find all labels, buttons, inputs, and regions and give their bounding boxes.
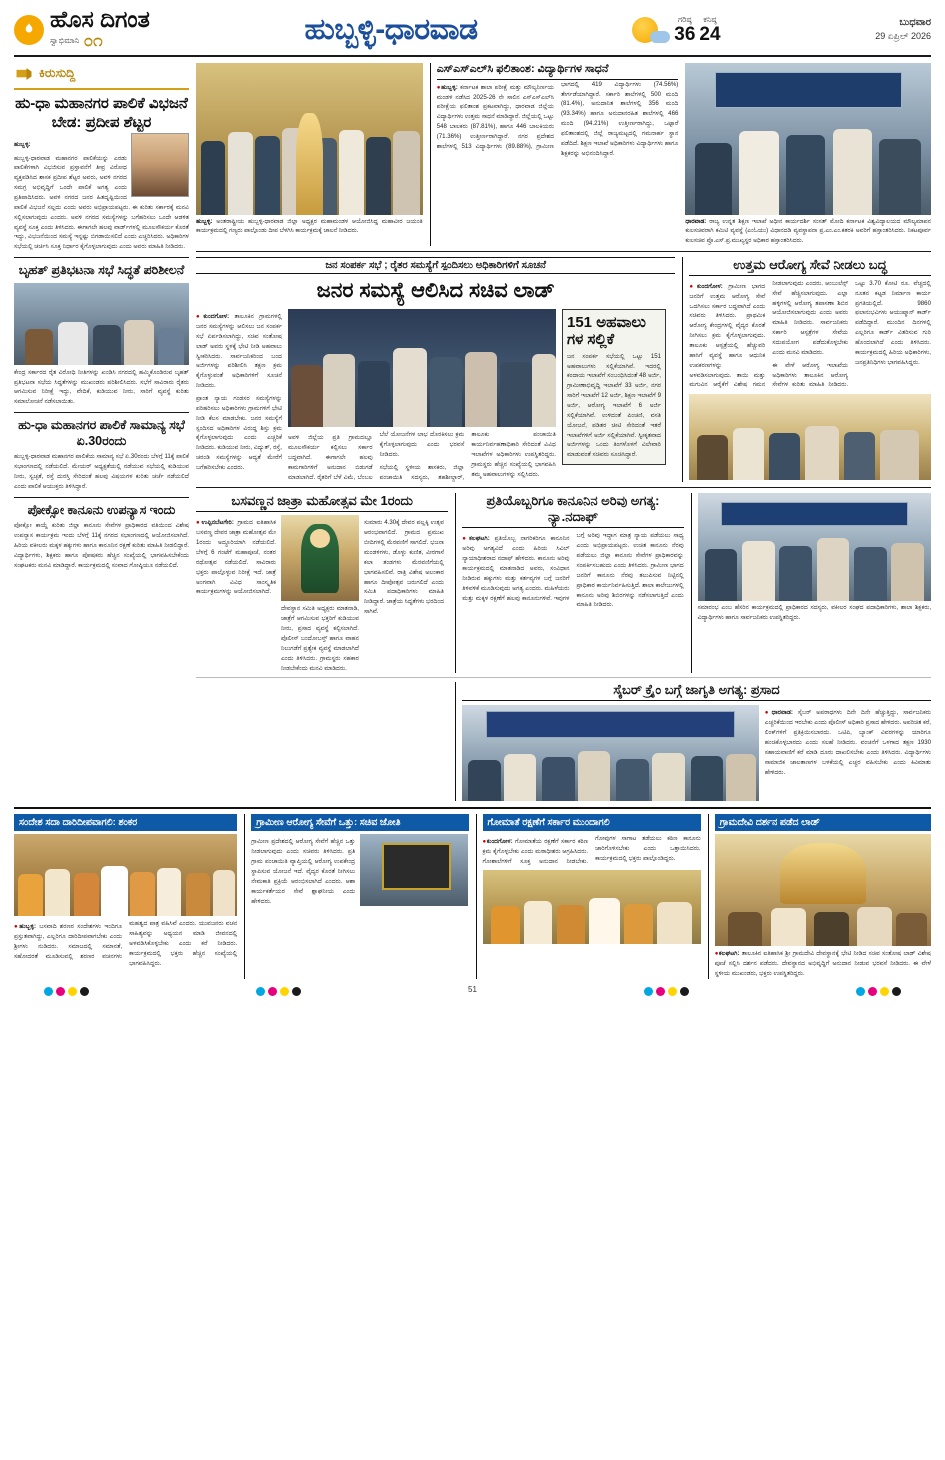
max-temp-label: ಗರಿಷ್ಠ	[677, 15, 692, 24]
date: 29 ಏಪ್ರಿಲ್ 2026	[875, 31, 931, 42]
cmyk-dots-right2	[856, 987, 901, 996]
max-temp	[674, 15, 695, 44]
health-event-photo	[689, 394, 931, 480]
gomata-event-photo	[483, 870, 701, 944]
bottom-story-2-text: ಗ್ರಾಮೀಣ ಪ್ರದೇಶದಲ್ಲಿ ಆರೋಗ್ಯ ಸೇವೆಗೆ ಹೆಚ್ಚಿನ ಒತ್ತು ನೀಡಲಾಗುವುದು ಎಂದು ಸಚಿವರು ತಿಳಿಸಿದರು. ಪ್ರತಿ ಗ್ರಾಮ ಪಂಚಾಯಿತಿ ವ್ಯಾಪ್ತಿಯಲ್ಲಿ ಆರೋಗ್ಯ ಉಪಕೇಂದ್ರ ಸ್ಥಾಪಿಸುವ ಯೋಜನೆ ಇದೆ. ವೈದ್ಯರ ಕೊರತೆ ನೀಗಿಸಲು ನೇಮಕಾತಿ ಪ್ರಕ್ರಿಯೆ ಆರಂಭಿಸಲಾಗಿದೆ ಎಂದರು. ಆಶಾ ಕಾರ್ಯಕರ್ತೆಯರ ಸೇವೆ ಶ್ಲಾಘನೀಯ ಎಂದು ಹೇಳಿದರು.	[251, 838, 356, 905]
date-block	[875, 15, 931, 44]
law-text: ಪ್ರತಿಯೊಬ್ಬ ನಾಗರಿಕರಿಗೂ ಕಾನೂನಿನ ಅರಿವು ಅಗತ್ಯವಿದೆ ಎಂದು ಹಿರಿಯ ಸಿವಿಲ್ ನ್ಯಾಯಾಧೀಶರಾದ ನದಾಫ್ ಹೇಳಿದರು. ಕಾನೂನು ಅರಿವು ಕಾರ್ಯಕ್ರಮದಲ್ಲಿ ಮಾತನಾಡಿದ ಅವರು, ಸಂವಿಧಾನ ನೀಡಿರುವ ಹಕ್ಕುಗಳು ಮತ್ತು ಕರ್ತವ್ಯಗಳ ಬಗ್ಗೆ ಜನರಿಗೆ ತಿಳಿವಳಿಕೆ ಮೂಡಿಸುವುದು ಅಗತ್ಯ ಎಂದರು. ಮಹಿಳೆಯರು ಮತ್ತು ಮಕ್ಕಳ ರಕ್ಷಣೆಗೆ ಹಲವು ಕಾನೂನುಗಳಿವೆ. ಇವುಗಳ ಬಗ್ಗೆ ಅರಿವು ಇದ್ದಾಗ ಮಾತ್ರ ನ್ಯಾಯ ಪಡೆಯಲು ಸಾಧ್ಯ ಎಂದು ಅಭಿಪ್ರಾಯಪಟ್ಟರು. ಉಚಿತ ಕಾನೂನು ನೆರವು ಪಡೆಯಲು ಜಿಲ್ಲಾ ಕಾನೂನು ಸೇವೆಗಳ ಪ್ರಾಧಿಕಾರವನ್ನು ಸಂಪರ್ಕಿಸಬಹುದು ಎಂದು ತಿಳಿಸಿದರು. ಗ್ರಾಮೀಣ ಭಾಗದ ಜನರಿಗೆ ಕಾನೂನು ನೆರವು ತಲುಪಿಸುವ ನಿಟ್ಟಿನಲ್ಲಿ ಪ್ರಾಧಿಕಾರ ಕಾರ್ಯನಿರ್ವಹಿಸುತ್ತಿದೆ. ಶಾಲಾ ಕಾಲೇಜುಗಳಲ್ಲಿ ಕಾನೂನು ಅರಿವು ಶಿಬಿರಗಳನ್ನು ನಡೆಸಲಾಗುತ್ತಿದೆ ಎಂದು ಮಾಹಿತಿ ನೀಡಿದರು.	[462, 532, 684, 609]
lead-text3: ಅವಳಿ ಜಿಲ್ಲೆಯ ಪ್ರತಿ ಗ್ರಾಮದಲ್ಲೂ ಮೂಲಸೌಕರ್ಯ ಕಲ್ಪಿಸಲು ಸರ್ಕಾರ ಬದ್ಧವಾಗಿದೆ. ಈಗಾಗಲೇ ಹಲವು ಕಾಮಗಾರಿಗಳಿಗೆ ಅನುದಾನ ಬಿಡುಗಡೆ ಮಾಡಲಾಗಿದೆ. ರೈತರಿಗೆ ಬೆಳೆ ವಿಮೆ, ಬೆಂಬಲ ಬೆಲೆ ಯೋಜನೆಗಳ ಲಾಭ ದೊರಕಿಸಲು ಕ್ರಮ ಕೈಗೊಳ್ಳಲಾಗುವುದು ಎಂದು ಭರವಸೆ ನೀಡಿದರು.	[288, 431, 465, 481]
bottom-story-1: ಸಂದೇಶ ಸದಾ ದಾರಿದೀಪವಾಗಲಿ: ಶಂಕರ ●ಹುಬ್ಬಳ್ಳಿ: ಬಸವಾದಿ ಶರಣರ ಸಂದೇಶಗಳು ಇಂದಿಗೂ ಪ್ರಸ್ತುತವಾಗಿದ್ದು, ಎಲ್ಲರಿಗೂ ದಾರಿದೀಪವಾಗಬೇಕು ಎಂದು ಶ್ರೀಗಳು ನುಡಿದರು. ಸಮಾಜದಲ್ಲಿ ಸಮಾನತೆ, ಸಹೋದರತೆ ಮೂಡಿಸುವಲ್ಲಿ ಶರಣರ ವಚನಗಳು ಮಹತ್ವದ ಪಾತ್ರ ವಹಿಸಿವೆ ಎಂದರು. ಯುವಜನರು ವಚನ ಸಾಹಿತ್ಯವನ್ನು ಅಧ್ಯಯನ ಮಾಡಿ ಜೀವನದಲ್ಲಿ ಅಳವಡಿಸಿಕೊಳ್ಳಬೇಕು ಎಂದು ಕರೆ ನೀಡಿದರು. ಕಾರ್ಯಕ್ರಮದಲ್ಲಿ ಭಕ್ತರು ಹೆಚ್ಚಿನ ಸಂಖ್ಯೆಯಲ್ಲಿ ಭಾಗವಹಿಸಿದ್ದರು.	[14, 814, 237, 979]
page-number: 51	[468, 985, 477, 995]
min-temp-label: ಕನಿಷ್ಠ	[703, 15, 717, 24]
lead-dateline: ಕುಂದಗೋಳ:	[203, 313, 230, 321]
cyber-title: ಸೈಬರ್ ಕ್ರೈಂ ಬಗ್ಗೆ ಜಾಗೃತಿ ಅಗತ್ಯ: ಪ್ರಸಾದ	[462, 682, 931, 701]
top-photo2-caption-lead: ಧಾರವಾಡ:	[685, 219, 707, 225]
lead-story: ಜನ ಸಂಪರ್ಕ ಸಭೆ ; ರೈತರ ಸಮಸ್ಯೆಗೆ ಸ್ಪಂದಿಸಲು ಅಧಿಕಾರಿಗಳಿಗೆ ಸೂಚನೆ ಜನರ ಸಮಸ್ಯೆ ಆಲಿಸಿದ ಸಚಿವ ಲಾಡ್ ●ಕುಂದಗೋಳ: ತಾಲೂಕಿನ ಗ್ರಾಮಗಳಲ್ಲಿ ಜನರ ಸಮಸ್ಯೆಗಳನ್ನು ಆಲಿಸಲು ಜನ ಸಂಪರ್ಕ ಸಭೆ ಏರ್ಪಡಿಸಲಾಗಿದ್ದು, ಸಚಿವ ಸಂತೋಷ ಲಾಡ್ ಅವರು ಸ್ಥಳಕ್ಕೆ ಭೇಟಿ ನೀಡಿ ಅಹವಾಲು ಸ್ವೀಕರಿಸಿದರು. ಸಾರ್ವಜನಿಕರಿಂದ ಬಂದ ಅರ್ಜಿಗಳನ್ನು ಪರಿಶೀಲಿಸಿ ತಕ್ಷಣ ಕ್ರಮ ಕೈಗೊಳ್ಳುವಂತೆ ಅಧಿಕಾರಿಗಳಿಗೆ ಸೂಚನೆ ನೀಡಿದರು. ಪ್ರಾಂತ ನ್ಯಾಯ ಗಂಡಸರ ಸಮಸ್ಯೆಗಳನ್ನು ಪರಿಹರಿಸಲು ಅಧಿಕಾರಿಗಳು ಗ್ರಾಮಗಳಿಗೆ ಭೇಟಿ ನೀಡಿ ಕೆಲಸ ಮಾಡಬೇಕು. ಜನರ ಸಮಸ್ಯೆಗೆ ಸ್ಪಂದಿಸದ ಅಧಿಕಾರಿಗಳ ವಿರುದ್ಧ ಶಿಸ್ತು ಕ್ರಮ ಕೈಗೊಳ್ಳಲಾಗುವುದು ಎಂದು ಎಚ್ಚರಿಕೆ ನೀಡಿದರು. ಕುಡಿಯುವ ನೀರು, ವಿದ್ಯುತ್, ರಸ್ತೆ, ಚರಂಡಿ ಸಮಸ್ಯೆಗಳನ್ನು ಆದ್ಯತೆ ಮೇರೆಗೆ ಬಗೆಹರಿಸಬೇಕು ಎಂದರು. ಅವಳಿ ಜಿಲ್ಲೆಯ ಪ್ರತಿ ಗ್ರಾಮದಲ್ಲೂ ಮೂಲಸೌಕರ್ಯ ಕಲ್ಪಿಸಲು ಸರ್ಕಾರ ಬದ್ಧವಾಗಿದೆ. ಈಗಾಗಲೇ ಹಲವು ಕಾಮಗಾರಿಗಳಿಗೆ ಅನುದಾನ ಬಿಡುಗಡೆ ಮಾಡಲಾಗಿದೆ. ರೈತರಿಗೆ ಬೆಳೆ ವಿಮೆ, ಬೆಂಬಲ ಬೆಲೆ ಯೋಜನೆಗಳ ಲಾಭ ದೊರಕಿಸಲು ಕ್ರಮ ಕೈಗೊಳ್ಳಲಾಗುವುದು ಎಂದು ಭರವಸೆ ನೀಡಿದರು. ಸಭೆಯಲ್ಲಿ ಸ್ಥಳೀಯ ಶಾಸಕರು, ಜಿಲ್ಲಾ ಪಂಚಾಯಿತಿ ಸದಸ್ಯರು, ತಹಶೀಲ್ದಾರ್, ತಾಲೂಕು ಪಂಚಾಯಿತಿ ಕಾರ್ಯನಿರ್ವಹಣಾಧಿಕಾರಿ ಸೇರಿದಂತೆ ವಿವಿಧ ಇಲಾಖೆಗಳ ಅಧಿಕಾರಿಗಳು ಉಪಸ್ಥಿತರಿದ್ದರು. ಗ್ರಾಮಸ್ಥರು ಹೆಚ್ಚಿನ ಸಂಖ್ಯೆಯಲ್ಲಿ ಭಾಗವಹಿಸಿ ತಮ್ಮ ಅಹವಾಲುಗಳನ್ನು ಸಲ್ಲಿಸಿದರು. 151 ಅಹವಾಲು ಗಳ ಸಲ್ಲಿಕೆ ಜನ ಸಂಪರ್ಕ ಸಭೆಯಲ್ಲಿ ಒಟ್ಟು 151 ಅಹವಾಲುಗಳು ಸಲ್ಲಿಕೆಯಾಗಿವೆ. ಇದರಲ್ಲಿ ಕಂದಾಯ ಇಲಾಖೆಗೆ ಸಂಬಂಧಿಸಿದಂತೆ 48 ಅರ್ಜಿ, ಗ್ರಾಮೀಣಾಭಿವೃದ್ಧಿ ಇಲಾಖೆಗೆ 33 ಅರ್ಜಿ, ನಗರ ಸಾರಿಗೆ ಇಲಾಖೆಗೆ 12 ಅರ್ಜಿ, ಶಿಕ್ಷಣ ಇಲಾಖೆಗೆ 9 ಅರ್ಜಿ, ಆರೋಗ್ಯ ಇಲಾಖೆಗೆ 6 ಅರ್ಜಿ ಸಲ್ಲಿಕೆಯಾಗಿವೆ. ಉಳಿದಂತೆ ಪಿಂಚಣಿ, ವಸತಿ ಯೋಜನೆ, ಪಡಿತರ ಚೀಟಿ ಸೇರಿದಂತೆ ಇತರೆ ಇಲಾಖೆಗಳಿಗೆ ಅರ್ಜಿ ಸಲ್ಲಿಕೆಯಾಗಿವೆ. ಸ್ವೀಕೃತವಾದ ಅರ್ಜಿಗಳನ್ನು ಒಂದು ತಿಂಗಳೊಳಗೆ ವಿಲೇವಾರಿ ಮಾಡುವಂತೆ ಸಚಿವರು ಸೂಚಿಸಿದ್ದಾರೆ.	[196, 257, 675, 483]
top-photo1-block	[196, 63, 423, 246]
rural-health-photo	[360, 834, 468, 906]
cyber-story: ಸೈಬರ್ ಕ್ರೈಂ ಬಗ್ಗೆ ಜಾಗೃತಿ ಅಗತ್ಯ: ಪ್ರಸಾದ ●ಧಾರವಾಡ: ಸೈಬರ್ ಅಪರಾಧಗಳು ದಿನೇ ದಿನೇ ಹೆಚ್ಚುತ್ತಿದ್ದು, ಸಾರ್ವಜನಿಕರು ಎಚ್ಚರಿಕೆಯಿಂದ ಇರಬೇಕು ಎಂದು ಪೊಲೀಸ್ ಅಧಿಕಾರಿ ಪ್ರಸಾದ ಹೇಳಿದರು. ಅಪರಿಚಿತ ಕರೆ, ಲಿಂಕ್‌ಗಳಿಗೆ ಪ್ರತಿಕ್ರಿಯಿಸಬಾರದು. ಒಟಿಪಿ, ಬ್ಯಾಂಕ್ ವಿವರಗಳನ್ನು ಯಾರಿಗೂ ಹಂಚಿಕೊಳ್ಳಬಾರದು ಎಂದು ಸಲಹೆ ನೀಡಿದರು. ವಂಚನೆಗೆ ಒಳಗಾದ ತಕ್ಷಣ 1930 ಸಹಾಯವಾಣಿಗೆ ಕರೆ ಮಾಡಿ ದೂರು ದಾಖಲಿಸಬೇಕು ಎಂದು ತಿಳಿಸಿದರು. ವಿದ್ಯಾರ್ಥಿಗಳು ಸಾಮಾಜಿಕ ಜಾಲತಾಣಗಳ ಬಳಕೆಯಲ್ಲಿ ಎಚ್ಚರ ವಹಿಸಬೇಕು ಎಂದು ಕಿವಿಮಾತು ಹೇಳಿದರು.	[455, 682, 931, 801]
cmyk-dots-center	[256, 987, 301, 996]
sidebar-story2-headline: ಬೃಹತ್ ಪ್ರತಿಭಟನಾ ಸಭೆ ಸಿದ್ಧತೆ ಪರಿಶೀಲನೆ	[18, 263, 185, 278]
festival-dateline: ಉಪ್ಪಿನಬೆಟಗೇರಿ:	[201, 519, 234, 527]
cyber-row	[196, 682, 931, 801]
bottom-story-4-text: ತಾಲೂಕಿನ ಐತಿಹಾಸಿಕ ಶ್ರೀ ಗ್ರಾಮದೇವಿ ದೇವಸ್ಥಾನಕ್ಕೆ ಭೇಟಿ ನೀಡಿದ ಸಚಿವ ಸಂತೋಷ ಲಾಡ್ ವಿಶೇಷ ಪೂಜೆ ಸಲ್ಲಿಸಿ ದರ್ಶನ ಪಡೆದರು. ದೇವಸ್ಥಾನದ ಅಭಿವೃದ್ಧಿಗೆ ಅನುದಾನ ನೀಡುವ ಭರವಸೆ ನೀಡಿದರು. ಈ ವೇಳೆ ಸ್ಥಳೀಯ ಮುಖಂಡರು, ಭಕ್ತರು ಉಪಸ್ಥಿತರಿದ್ದರು.	[714, 950, 932, 978]
sidebar-story3-text: ಹುಬ್ಬಳ್ಳಿ-ಧಾರವಾಡ ಮಹಾನಗರ ಪಾಲಿಕೆಯ ಸಾಮಾನ್ಯ ಸಭೆ ಏ.30ರಂದು ಬೆಳಗ್ಗೆ 11ಕ್ಕೆ ಪಾಲಿಕೆ ಸಭಾಂಗಣದಲ್ಲಿ ನಡೆಯಲಿದೆ. ಮೇಯರ್ ಅಧ್ಯಕ್ಷತೆಯಲ್ಲಿ ನಡೆಯುವ ಸಭೆಯಲ್ಲಿ ಕುಡಿಯುವ ನೀರು, ಸ್ವಚ್ಛತೆ, ರಸ್ತೆ ದುರಸ್ತಿ ಸೇರಿದಂತೆ ಹಲವು ವಿಷಯಗಳ ಕುರಿತು ಚರ್ಚೆ ನಡೆಯಲಿದೆ ಎಂದು ಪಾಲಿಕೆ ಆಯುಕ್ತರು ತಿಳಿಸಿದ್ದಾರೆ.	[14, 453, 189, 490]
sidebar-story1-text: ಹುಬ್ಬಳ್ಳಿ-ಧಾರವಾಡ ಮಹಾನಗರ ಪಾಲಿಕೆಯನ್ನು ಎರಡು ಪಾಲಿಕೆಗಳಾಗಿ ವಿಭಜಿಸುವ ಪ್ರಸ್ತಾವನೆಗೆ ತೀವ್ರ ವಿರೋಧ ವ್ಯಕ್ತಪಡಿಸಿದ ಶಾಸಕ ಪ್ರದೀಪ ಶೆಟ್ಟರ ಅವರು, ಅವಳಿ ನಗರದ ಸಮಗ್ರ ಅಭಿವೃದ್ಧಿಗೆ ಒಂದೇ ಪಾಲಿಕೆ ಅಗತ್ಯ ಎಂದು ಪ್ರತಿಪಾದಿಸಿದರು. ಅವಳಿ ನಗರದ ಜನರ ಹಿತದೃಷ್ಟಿಯಿಂದ ಪಾಲಿಕೆ ವಿಭಜನೆ ಸಲ್ಲದು ಎಂದು ಅವರು ಅಭಿಪ್ರಾಯಪಟ್ಟರು. ಈ ಕುರಿತು ಸರ್ಕಾರಕ್ಕೆ ಮನವಿ ಸಲ್ಲಿಸಲಾಗುವುದು ಎಂದರು. ಅವಳಿ ನಗರದ ಸಮಸ್ಯೆಗಳನ್ನು ಬಗೆಹರಿಸಲು ಒಂದೇ ಆಡಳಿತ ವ್ಯವಸ್ಥೆ ಸೂಕ್ತ ಎಂದು ತಿಳಿಸಿದರು. ಈಗಾಗಲೇ ಹಲವು ವಾರ್ಡ್‌ಗಳಲ್ಲಿ ಮೂಲಸೌಕರ್ಯ ಕೊರತೆ ಇದ್ದು, ವಿಭಜನೆಯಿಂದ ಸಮಸ್ಯೆ ಇನ್ನಷ್ಟು ಬಿಗಡಾಯಿಸಲಿದೆ ಎಂದು ಎಚ್ಚರಿಸಿದರು. ಅಧಿಕಾರಿಗಳ ಸಭೆಯಲ್ಲಿ ಚರ್ಚಿಸಿ ಸೂಕ್ತ ನಿರ್ಧಾರ ಕೈಗೊಳ್ಳಲಾಗುವುದು ಎಂದು ಅವರು ಮಾಹಿತಿ ನೀಡಿದರು.	[14, 154, 189, 251]
top-photo2-block	[685, 63, 931, 246]
main-column	[196, 63, 931, 801]
lamp-icon	[14, 15, 44, 45]
bottom-story-1-title: ಸಂದೇಶ ಸದಾ ದಾರಿದೀಪವಾಗಲಿ: ಶಂಕರ	[14, 814, 237, 831]
sidebar-story3-headline: ಹು-ಧಾ ಮಹಾನಗರ ಪಾಲಿಕೆ ಸಾಮಾನ್ಯ ಸಭೆ ಏ.30ರಂದು	[18, 418, 185, 448]
min-temp-value: 24	[699, 24, 721, 45]
lead-headline: ಜನರ ಸಮಸ್ಯೆ ಆಲಿಸಿದ ಸಚಿವ ಲಾಡ್	[316, 278, 555, 302]
sidebar-story2-text: ಕೇಂದ್ರ ಸರ್ಕಾರದ ರೈತ ವಿರೋಧಿ ನೀತಿಗಳನ್ನು ಖಂಡಿಸಿ ನಗರದಲ್ಲಿ ಹಮ್ಮಿಕೊಂಡಿರುವ ಬೃಹತ್ ಪ್ರತಿಭಟನಾ ಸಭೆಯ ಸಿದ್ಧತೆಗಳನ್ನು ಮುಖಂಡರು ಪರಿಶೀಲಿಸಿದರು. ಸಭೆಗೆ ಸಾವಿರಾರು ರೈತರು ಆಗಮಿಸುವ ನಿರೀಕ್ಷೆ ಇದ್ದು, ವೇದಿಕೆ, ಕುಡಿಯುವ ನೀರು, ಸಾರಿಗೆ ವ್ಯವಸ್ಥೆ ಕುರಿತು ಸಮಾಲೋಚನೆ ನಡೆಸಲಾಯಿತು.	[14, 368, 189, 406]
temple-darshan-photo	[715, 834, 931, 946]
bottom-strip	[14, 807, 931, 979]
deity-idol-photo	[281, 515, 359, 601]
sidebar-story1-headline: ಹು-ಧಾ ಮಹಾನಗರ ಪಾಲಿಕೆ ವಿಭಜನೆ ಬೇಡ: ಪ್ರದೀಪ ಶೆಟ್ಟರ	[15, 95, 188, 131]
weather-widget	[632, 15, 720, 44]
bottom-story-4-dateline: ಕಲಘಟಗಿ:	[718, 950, 740, 958]
sidebar-story4-text: ಪೋಕ್ಸೋ ಕಾಯ್ದೆ ಕುರಿತು ಜಿಲ್ಲಾ ಕಾನೂನು ಸೇವೆಗಳ ಪ್ರಾಧಿಕಾರದ ವತಿಯಿಂದ ವಿಶೇಷ ಉಪನ್ಯಾಸ ಕಾರ್ಯಕ್ರಮ ಇಂದು ಬೆಳಗ್ಗೆ 11ಕ್ಕೆ ನಗರದ ಸಭಾಂಗಣದಲ್ಲಿ ಆಯೋಜಿಸಲಾಗಿದೆ. ಹಿರಿಯ ವಕೀಲರು ಮಕ್ಕಳ ಹಕ್ಕುಗಳು ಹಾಗೂ ಕಾನೂನಿನ ರಕ್ಷಣೆ ಕುರಿತು ಮಾಹಿತಿ ನೀಡಲಿದ್ದಾರೆ. ವಿದ್ಯಾರ್ಥಿಗಳು, ಶಿಕ್ಷಕರು ಹಾಗೂ ಪೋಷಕರು ಹೆಚ್ಚಿನ ಸಂಖ್ಯೆಯಲ್ಲಿ ಭಾಗವಹಿಸಬೇಕೆಂದು ಸಂಘಟಕರು ಮನವಿ ಮಾಡಿದ್ದಾರೆ. ಕಾರ್ಯಕ್ರಮದಲ್ಲಿ ಸಂವಾದ ಗೋಷ್ಠಿಯೂ ನಡೆಯಲಿದೆ.	[14, 522, 189, 569]
cyber-awareness-photo	[462, 705, 759, 801]
lead-kicker: ಜನ ಸಂಪರ್ಕ ಸಭೆ ; ರೈತರ ಸಮಸ್ಯೆಗೆ ಸ್ಪಂದಿಸಲು ಅಧಿಕಾರಿಗಳಿಗೆ ಸೂಚನೆ	[196, 257, 675, 274]
max-temp-value: 36	[674, 24, 696, 45]
grievance-count-title: 151 ಅಹವಾಲು ಗಳ ಸಲ್ಲಿಕೆ	[567, 314, 646, 349]
festival-text3: ಸುಮಾರು 4.30ಕ್ಕೆ ದೇವರ ಪಲ್ಲಕ್ಕಿ ಉತ್ಸವ ಆರಂಭವಾಗಲಿದೆ. ಗ್ರಾಮದ ಪ್ರಮುಖ ಬೀದಿಗಳಲ್ಲಿ ಮೆರವಣಿಗೆ ಸಾಗಲಿದೆ. ಭಜನಾ ಮಂಡಳಿಗಳು, ಡೊಳ್ಳು ಕುಣಿತ, ವೀರಗಾಸೆ ಕಲಾ ತಂಡಗಳು ಮೆರವಣಿಗೆಯಲ್ಲಿ ಭಾಗವಹಿಸಲಿವೆ. ರಾತ್ರಿ ವಿಶೇಷ ಅಲಂಕಾರ ಹಾಗೂ ದೀಪೋತ್ಸವ ಜರುಗಲಿದೆ ಎಂದು ಸಮಿತಿ ಪದಾಧಿಕಾರಿಗಳು ಮಾಹಿತಿ ನೀಡಿದ್ದಾರೆ. ಜಾತ್ರೆಯ ಸಿದ್ಧತೆಗಳು ಭರದಿಂದ ಸಾಗಿವೆ.	[364, 519, 445, 616]
bottom-story-3-dateline: ಕುಂದಗೋಳ:	[486, 838, 513, 846]
health-text2: ಈ ವೇಳೆ ಆರೋಗ್ಯ ಇಲಾಖೆಯ ಅಧಿಕಾರಿಗಳು ತಾಲೂಕಿನ ಆರೋಗ್ಯ ಸೇವೆಗಳ ಕುರಿತು ಮಾಹಿತಿ ನೀಡಿದರು. ಒಟ್ಟು 3.70 ಕೋಟಿ ರೂ. ವೆಚ್ಚದಲ್ಲಿ ನೂತನ ಕಟ್ಟಡ ನಿರ್ಮಾಣ ಕಾರ್ಯ ಪ್ರಗತಿಯಲ್ಲಿದೆ. 9860 ಫಲಾನುಭವಿಗಳು ಆಯುಷ್ಮಾನ್ ಕಾರ್ಡ್ ಪಡೆದಿದ್ದಾರೆ. ಮುಂದಿನ ದಿನಗಳಲ್ಲಿ ಎಲ್ಲರಿಗೂ ಕಾರ್ಡ್ ವಿತರಿಸುವ ಗುರಿ ಹೊಂದಲಾಗಿದೆ ಎಂದು ತಿಳಿಸಿದರು. ಕಾರ್ಯಕ್ರಮದಲ್ಲಿ ಹಿರಿಯ ಅಧಿಕಾರಿಗಳು, ಜನಪ್ರತಿನಿಧಿಗಳು ಭಾಗವಹಿಸಿದ್ದರು.	[772, 279, 931, 389]
bottom-story-2-title: ಗ್ರಾಮೀಣ ಆರೋಗ್ಯ ಸೇವೆಗೆ ಒತ್ತು: ಸಚಿವ ಜೋತಿ	[251, 814, 468, 831]
bottom-story-2	[244, 814, 468, 979]
health-story: ಉತ್ತಮ ಆರೋಗ್ಯ ಸೇವೆ ನೀಡಲು ಬದ್ಧ ●ಕುಂದಗೋಳ: ಗ್ರಾಮೀಣ ಭಾಗದ ಜನರಿಗೆ ಉತ್ತಮ ಆರೋಗ್ಯ ಸೇವೆ ಒದಗಿಸಲು ಸರ್ಕಾರ ಬದ್ಧವಾಗಿದೆ ಎಂದು ಸಚಿವರು ತಿಳಿಸಿದರು. ಪ್ರಾಥಮಿಕ ಆರೋಗ್ಯ ಕೇಂದ್ರಗಳಲ್ಲಿ ವೈದ್ಯರ ಕೊರತೆ ನೀಗಿಸಲು ಕ್ರಮ ಕೈಗೊಳ್ಳಲಾಗುವುದು. ತಾಲೂಕು ಆಸ್ಪತ್ರೆಯಲ್ಲಿ ಹೆಚ್ಚುವರಿ ಹಾಸಿಗೆ ವ್ಯವಸ್ಥೆ ಹಾಗೂ ಆಧುನಿಕ ಉಪಕರಣಗಳನ್ನು ಅಳವಡಿಸಲಾಗುವುದು. ತಾಯಿ ಮತ್ತು ಮಗುವಿನ ಆರೈಕೆಗೆ ವಿಶೇಷ ಗಮನ ನೀಡಲಾಗುವುದು ಎಂದರು. ಆಂಬುಲೆನ್ಸ್ ಸೇವೆ ಹೆಚ್ಚಿಸಲಾಗುವುದು. ಎಲ್ಲಾ ಹಳ್ಳಿಗಳಲ್ಲಿ ಆರೋಗ್ಯ ತಪಾಸಣಾ ಶಿಬಿರ ಆಯೋಜಿಸಲಾಗುವುದು ಎಂದು ಅವರು ಮಾಹಿತಿ ನೀಡಿದರು. ಸಾರ್ವಜನಿಕರು ಸರ್ಕಾರಿ ಆಸ್ಪತ್ರೆಗಳ ಸೇವೆಯ ಸದುಪಯೋಗ ಪಡೆದುಕೊಳ್ಳಬೇಕು ಎಂದು ಮನವಿ ಮಾಡಿದರು. ಈ ವೇಳೆ ಆರೋಗ್ಯ ಇಲಾಖೆಯ ಅಧಿಕಾರಿಗಳು ತಾಲೂಕಿನ ಆರೋಗ್ಯ ಸೇವೆಗಳ ಕುರಿತು ಮಾಹಿತಿ ನೀಡಿದರು. ಒಟ್ಟು 3.70 ಕೋಟಿ ರೂ. ವೆಚ್ಚದಲ್ಲಿ ನೂತನ ಕಟ್ಟಡ ನಿರ್ಮಾಣ ಕಾರ್ಯ ಪ್ರಗತಿಯಲ್ಲಿದೆ. 9860 ಫಲಾನುಭವಿಗಳು ಆಯುಷ್ಮಾನ್ ಕಾರ್ಡ್ ಪಡೆದಿದ್ದಾರೆ. ಮುಂದಿನ ದಿನಗಳಲ್ಲಿ ಎಲ್ಲರಿಗೂ ಕಾರ್ಡ್ ವಿತರಿಸುವ ಗುರಿ ಹೊಂದಲಾಗಿದೆ ಎಂದು ತಿಳಿಸಿದರು. ಕಾರ್ಯಕ್ರಮದಲ್ಲಿ ಹಿರಿಯ ಅಧಿಕಾರಿಗಳು, ಜನಪ್ರತಿನಿಧಿಗಳು ಭಾಗವಹಿಸಿದ್ದರು.	[682, 257, 931, 483]
law-dateline: ಕಲಘಟಗಿ:	[469, 535, 490, 543]
cloud-icon	[650, 31, 670, 43]
bottom-story-3: ಗೋಮಾತೆ ರಕ್ಷಣೆಗೆ ಸರ್ಕಾರ ಮುಂದಾಗಲಿ ●ಕುಂದಗೋಳ: ಗೋಮಾತೆಯ ರಕ್ಷಣೆಗೆ ಸರ್ಕಾರ ಕಠಿಣ ಕ್ರಮ ಕೈಗೊಳ್ಳಬೇಕು ಎಂದು ಮಠಾಧೀಶರು ಆಗ್ರಹಿಸಿದರು. ಗೋಶಾಲೆಗಳಿಗೆ ಸೂಕ್ತ ಅನುದಾನ ನೀಡಬೇಕು. ಗೋವುಗಳ ಸಾಗಾಟ ತಡೆಯಲು ಕಠಿಣ ಕಾನೂನು ಜಾರಿಗೊಳಿಸಬೇಕು ಎಂದು ಒತ್ತಾಯಿಸಿದರು. ಕಾರ್ಯಕ್ರಮದಲ್ಲಿ ಭಕ್ತರು ಪಾಲ್ಗೊಂಡಿದ್ದರು.	[476, 814, 701, 979]
exam-text: ಕರ್ನಾಟಕ ಶಾಲಾ ಪರೀಕ್ಷೆ ಮತ್ತು ಮೌಲ್ಯನಿರ್ಣಯ ಮಂಡಳಿ ನಡೆಸಿದ 2025-26 ನೇ ಸಾಲಿನ ಎಸ್‌ಎಸ್‌ಎಲ್‌ಸಿ ಪರೀಕ್ಷೆಯ ಫಲಿತಾಂಶ ಪ್ರಕಟವಾಗಿದ್ದು, ಧಾರವಾಡ ಜಿಲ್ಲೆಯ ವಿದ್ಯಾರ್ಥಿಗಳು ಉತ್ತಮ ಸಾಧನೆ ಮಾಡಿದ್ದಾರೆ. ಜಿಲ್ಲೆಯಲ್ಲಿ ಒಟ್ಟು 548 ಬಾಲಕರು (87.81%), ಹಾಗೂ 446 ಬಾಲಕಿಯರು (71.36%) ಉತ್ತೀರ್ಣರಾಗಿದ್ದಾರೆ. ನಗರ ಪ್ರದೇಶದ ಶಾಲೆಗಳಲ್ಲಿ 513 ವಿದ್ಯಾರ್ಥಿಗಳು (89.88%), ಗ್ರಾಮೀಣ ಭಾಗದಲ್ಲಿ 419 ವಿದ್ಯಾರ್ಥಿಗಳು (74.56%) ತೇರ್ಗಡೆಯಾಗಿದ್ದಾರೆ. ಸರ್ಕಾರಿ ಶಾಲೆಗಳಲ್ಲಿ 500 ಮಂದಿ (81.4%), ಅನುದಾನಿತ ಶಾಲೆಗಳಲ್ಲಿ 356 ಮಂದಿ (93.34%) ಹಾಗೂ ಅನುದಾನರಹಿತ ಶಾಲೆಗಳಲ್ಲಿ 466 ಮಂದಿ (94.21%) ಉತ್ತೀರ್ಣರಾಗಿದ್ದು, ಒಟ್ಟಾರೆ ಫಲಿತಾಂಶದಲ್ಲಿ ಜಿಲ್ಲೆ ರಾಜ್ಯಮಟ್ಟದಲ್ಲಿ ಗಮನಾರ್ಹ ಸ್ಥಾನ ಪಡೆದಿದೆ. ಶಿಕ್ಷಣ ಇಲಾಖೆ ಅಧಿಕಾರಿಗಳು ವಿದ್ಯಾರ್ಥಿಗಳು ಹಾಗೂ ಶಿಕ್ಷಕರನ್ನು ಅಭಿನಂದಿಸಿದ್ದಾರೆ.	[436, 80, 679, 157]
law-story: ಪ್ರತಿಯೊಬ್ಬರಿಗೂ ಕಾನೂನಿನ ಅರಿವು ಅಗತ್ಯ: ನ್ಯಾ.ನದಾಫ್ ●ಕಲಘಟಗಿ: ಪ್ರತಿಯೊಬ್ಬ ನಾಗರಿಕರಿಗೂ ಕಾನೂನಿನ ಅರಿವು ಅಗತ್ಯವಿದೆ ಎಂದು ಹಿರಿಯ ಸಿವಿಲ್ ನ್ಯಾಯಾಧೀಶರಾದ ನದಾಫ್ ಹೇಳಿದರು. ಕಾನೂನು ಅರಿವು ಕಾರ್ಯಕ್ರಮದಲ್ಲಿ ಮಾತನಾಡಿದ ಅವರು, ಸಂವಿಧಾನ ನೀಡಿರುವ ಹಕ್ಕುಗಳು ಮತ್ತು ಕರ್ತವ್ಯಗಳ ಬಗ್ಗೆ ಜನರಿಗೆ ತಿಳಿವಳಿಕೆ ಮೂಡಿಸುವುದು ಅಗತ್ಯ ಎಂದರು. ಮಹಿಳೆಯರು ಮತ್ತು ಮಕ್ಕಳ ರಕ್ಷಣೆಗೆ ಹಲವು ಕಾನೂನುಗಳಿವೆ. ಇವುಗಳ ಬಗ್ಗೆ ಅರಿವು ಇದ್ದಾಗ ಮಾತ್ರ ನ್ಯಾಯ ಪಡೆಯಲು ಸಾಧ್ಯ ಎಂದು ಅಭಿಪ್ರಾಯಪಟ್ಟರು. ಉಚಿತ ಕಾನೂನು ನೆರವು ಪಡೆಯಲು ಜಿಲ್ಲಾ ಕಾನೂನು ಸೇವೆಗಳ ಪ್ರಾಧಿಕಾರವನ್ನು ಸಂಪರ್ಕಿಸಬಹುದು ಎಂದು ತಿಳಿಸಿದರು. ಗ್ರಾಮೀಣ ಭಾಗದ ಜನರಿಗೆ ಕಾನೂನು ನೆರವು ತಲುಪಿಸುವ ನಿಟ್ಟಿನಲ್ಲಿ ಪ್ರಾಧಿಕಾರ ಕಾರ್ಯನಿರ್ವಹಿಸುತ್ತಿದೆ. ಶಾಲಾ ಕಾಲೇಜುಗಳಲ್ಲಿ ಕಾನೂನು ಅರಿವು ಶಿಬಿರಗಳನ್ನು ನಡೆಸಲಾಗುತ್ತಿದೆ ಎಂದು ಮಾಹಿತಿ ನೀಡಿದರು.	[455, 493, 683, 673]
top-photo2-caption: ರಾಜ್ಯ ಉನ್ನತ ಶಿಕ್ಷಣ ಇಲಾಖೆ ಅಧೀನ ಕಾರ್ಯದರ್ಶಿ ಸಂಸತ್ ಮೋದಿ ಕರ್ನಾಟಕ ವಿಶ್ವವಿದ್ಯಾಲಯದ ಮೌಲ್ಯಮಾಪನ ಕುಲಸಚಿವರಾಗಿ ಕಮಿಟಿ ವ್ಯವಸ್ಥೆ (ಎಂಓಯು) ವಿಧಾನದಡಿ ವ್ಯವಸ್ಥಾಪನಾ ಪ್ರ.ಎಂ.ಎಂ.ಕತರಕಿ ಅವರಿಗೆ ಹಸ್ತಾಂತರಿಸಿದರು. ನಿಕಟಪೂರ್ವ ಕುಲಸಚಿವ ಪ್ರೊ.ಎಸ್.ಪ್ರ.ಮುಖ್ಯಸ್ಥರ ಅಧಿಕಾರ ಹಸ್ತಾಂತರಿಸಿದರು.	[685, 219, 931, 244]
paper-tagline: ಸ್ವಾಭಿಮಾನಿ	[50, 36, 80, 45]
bottom-story-3-text: ಗೋಮಾತೆಯ ರಕ್ಷಣೆಗೆ ಸರ್ಕಾರ ಕಠಿಣ ಕ್ರಮ ಕೈಗೊಳ್ಳಬೇಕು ಎಂದು ಮಠಾಧೀಶರು ಆಗ್ರಹಿಸಿದರು. ಗೋಶಾಲೆಗಳಿಗೆ ಸೂಕ್ತ ಅನುದಾನ ನೀಡಬೇಕು. ಗೋವುಗಳ ಸಾಗಾಟ ತಡೆಯಲು ಕಠಿಣ ಕಾನೂನು ಜಾರಿಗೊಳಿಸಬೇಕು ಎಂದು ಒತ್ತಾಯಿಸಿದರು. ಕಾರ್ಯಕ್ರಮದಲ್ಲಿ ಭಕ್ತರು ಪಾಲ್ಗೊಂಡಿದ್ದರು.	[482, 835, 701, 866]
health-text: ಗ್ರಾಮೀಣ ಭಾಗದ ಜನರಿಗೆ ಉತ್ತಮ ಆರೋಗ್ಯ ಸೇವೆ ಒದಗಿಸಲು ಸರ್ಕಾರ ಬದ್ಧವಾಗಿದೆ ಎಂದು ಸಚಿವರು ತಿಳಿಸಿದರು. ಪ್ರಾಥಮಿಕ ಆರೋಗ್ಯ ಕೇಂದ್ರಗಳಲ್ಲಿ ವೈದ್ಯರ ಕೊರತೆ ನೀಗಿಸಲು ಕ್ರಮ ಕೈಗೊಳ್ಳಲಾಗುವುದು. ತಾಲೂಕು ಆಸ್ಪತ್ರೆಯಲ್ಲಿ ಹೆಚ್ಚುವರಿ ಹಾಸಿಗೆ ವ್ಯವಸ್ಥೆ ಹಾಗೂ ಆಧುನಿಕ ಉಪಕರಣಗಳನ್ನು ಅಳವಡಿಸಲಾಗುವುದು. ತಾಯಿ ಮತ್ತು ಮಗುವಿನ ಆರೈಕೆಗೆ ವಿಶೇಷ ಗಮನ ನೀಡಲಾಗುವುದು ಎಂದರು. ಆಂಬುಲೆನ್ಸ್ ಸೇವೆ ಹೆಚ್ಚಿಸಲಾಗುವುದು. ಎಲ್ಲಾ ಹಳ್ಳಿಗಳಲ್ಲಿ ಆರೋಗ್ಯ ತಪಾಸಣಾ ಶಿಬಿರ ಆಯೋಜಿಸಲಾಗುವುದು ಎಂದು ಅವರು ಮಾಹಿತಿ ನೀಡಿದರು. ಸಾರ್ವಜನಿಕರು ಸರ್ಕಾರಿ ಆಸ್ಪತ್ರೆಗಳ ಸೇವೆಯ ಸದುಪಯೋಗ ಪಡೆದುಕೊಳ್ಳಬೇಕು ಎಂದು ಮನವಿ ಮಾಡಿದರು.	[689, 279, 849, 389]
mid-row	[196, 493, 931, 673]
cyber-text: ಸೈಬರ್ ಅಪರಾಧಗಳು ದಿನೇ ದಿನೇ ಹೆಚ್ಚುತ್ತಿದ್ದು, ಸಾರ್ವಜನಿಕರು ಎಚ್ಚರಿಕೆಯಿಂದ ಇರಬೇಕು ಎಂದು ಪೊಲೀಸ್ ಅಧಿಕಾರಿ ಪ್ರಸಾದ ಹೇಳಿದರು. ಅಪರಿಚಿತ ಕರೆ, ಲಿಂಕ್‌ಗಳಿಗೆ ಪ್ರತಿಕ್ರಿಯಿಸಬಾರದು. ಒಟಿಪಿ, ಬ್ಯಾಂಕ್ ವಿವರಗಳನ್ನು ಯಾರಿಗೂ ಹಂಚಿಕೊಳ್ಳಬಾರದು ಎಂದು ಸಲಹೆ ನೀಡಿದರು. ವಂಚನೆಗೆ ಒಳಗಾದ ತಕ್ಷಣ 1930 ಸಹಾಯವಾಣಿಗೆ ಕರೆ ಮಾಡಿ ದೂರು ದಾಖಲಿಸಬೇಕು ಎಂದು ತಿಳಿಸಿದರು. ವಿದ್ಯಾರ್ಥಿಗಳು ಸಾಮಾಜಿಕ ಜಾಲತಾಣಗಳ ಬಳಕೆಯಲ್ಲಿ ಎಚ್ಚರ ವಹಿಸಬೇಕು ಎಂದು ಕಿವಿಮಾತು ಹೇಳಿದರು.	[764, 709, 931, 776]
legal-awareness-photo	[698, 493, 931, 601]
health-title: ಉತ್ತಮ ಆರೋಗ್ಯ ಸೇವೆ ನೀಡಲು ಬದ್ಧ	[689, 257, 931, 276]
cyber-dateline: ಧಾರವಾಡ:	[771, 709, 793, 717]
shivacharya-event-photo	[14, 834, 237, 916]
masthead	[14, 8, 931, 57]
cmyk-dots-right1	[644, 987, 689, 996]
protest-meeting-photo	[14, 283, 189, 365]
exam-result-block: ಎಸ್‌ಎಸ್‌ಎಲ್‌ಸಿ ಫಲಿತಾಂಶ: ವಿದ್ಯಾರ್ಥಿಗಳ ಸಾಧನೆ ●ಹುಬ್ಬಳ್ಳಿ: ಕರ್ನಾಟಕ ಶಾಲಾ ಪರೀಕ್ಷೆ ಮತ್ತು ಮೌಲ್ಯನಿರ್ಣಯ ಮಂಡಳಿ ನಡೆಸಿದ 2025-26 ನೇ ಸಾಲಿನ ಎಸ್‌ಎಸ್‌ಎಲ್‌ಸಿ ಪರೀಕ್ಷೆಯ ಫಲಿತಾಂಶ ಪ್ರಕಟವಾಗಿದ್ದು, ಧಾರವಾಡ ಜಿಲ್ಲೆಯ ವಿದ್ಯಾರ್ಥಿಗಳು ಉತ್ತಮ ಸಾಧನೆ ಮಾಡಿದ್ದಾರೆ. ಜಿಲ್ಲೆಯಲ್ಲಿ ಒಟ್ಟು 548 ಬಾಲಕರು (87.81%), ಹಾಗೂ 446 ಬಾಲಕಿಯರು (71.36%) ಉತ್ತೀರ್ಣರಾಗಿದ್ದಾರೆ. ನಗರ ಪ್ರದೇಶದ ಶಾಲೆಗಳಲ್ಲಿ 513 ವಿದ್ಯಾರ್ಥಿಗಳು (89.88%), ಗ್ರಾಮೀಣ ಭಾಗದಲ್ಲಿ 419 ವಿದ್ಯಾರ್ಥಿಗಳು (74.56%) ತೇರ್ಗಡೆಯಾಗಿದ್ದಾರೆ. ಸರ್ಕಾರಿ ಶಾಲೆಗಳಲ್ಲಿ 500 ಮಂದಿ (81.4%), ಅನುದಾನಿತ ಶಾಲೆಗಳಲ್ಲಿ 356 ಮಂದಿ (93.34%) ಹಾಗೂ ಅನುದಾನರಹಿತ ಶಾಲೆಗಳಲ್ಲಿ 466 ಮಂದಿ (94.21%) ಉತ್ತೀರ್ಣರಾಗಿದ್ದು, ಒಟ್ಟಾರೆ ಫಲಿತಾಂಶದಲ್ಲಿ ಜಿಲ್ಲೆ ರಾಜ್ಯಮಟ್ಟದಲ್ಲಿ ಗಮನಾರ್ಹ ಸ್ಥಾನ ಪಡೆದಿದೆ. ಶಿಕ್ಷಣ ಇಲಾಖೆ ಅಧಿಕಾರಿಗಳು ವಿದ್ಯಾರ್ಥಿಗಳು ಹಾಗೂ ಶಿಕ್ಷಕರನ್ನು ಅಭಿನಂದಿಸಿದ್ದಾರೆ.	[430, 63, 679, 246]
sidebar-section-label: ಕಿರುಸುದ್ದಿ	[39, 66, 76, 81]
bottom-story-4: ಗ್ರಾಮದೇವಿ ದರ್ಶನ ಪಡೆದ ಲಾಡ್ ●ಕಲಘಟಗಿ: ತಾಲೂಕಿನ ಐತಿಹಾಸಿಕ ಶ್ರೀ ಗ್ರಾಮದೇವಿ ದೇವಸ್ಥಾನಕ್ಕೆ ಭೇಟಿ ನೀಡಿದ ಸಚಿವ ಸಂತೋಷ ಲಾಡ್ ವಿಶೇಷ ಪೂಜೆ ಸಲ್ಲಿಸಿ ದರ್ಶನ ಪಡೆದರು. ದೇವಸ್ಥಾನದ ಅಭಿವೃದ್ಧಿಗೆ ಅನುದಾನ ನೀಡುವ ಭರವಸೆ ನೀಡಿದರು. ಈ ವೇಳೆ ಸ್ಥಳೀಯ ಮುಖಂಡರು, ಭಕ್ತರು ಉಪಸ್ಥಿತರಿದ್ದರು.	[708, 814, 931, 979]
footer-registration	[14, 983, 931, 996]
law-caption: ಸಮಾರಂಭ ಎಂಬ ಹೆಸರಿನ ಕಾರ್ಯಕ್ರಮದಲ್ಲಿ ಪ್ರಾಧಿಕಾರದ ಸದಸ್ಯರು, ವಕೀಲರ ಸಂಘದ ಪದಾಧಿಕಾರಿಗಳು, ಶಾಲಾ ಶಿಕ್ಷಕರು, ವಿದ್ಯಾರ್ಥಿಗಳು ಹಾಗೂ ಸಾರ್ವಜನಿಕರು ಉಪಸ್ಥಿತರಿದ್ದರು.	[697, 605, 931, 621]
edition-number: ೦೧	[83, 31, 103, 50]
weekday: ಬುಧವಾರ	[899, 17, 931, 29]
law-photo-block	[691, 493, 931, 673]
festival-title: ಬಸವಣ್ಣನ ಜಾತ್ರಾ ಮಹೋತ್ಸವ ಮೇ 1ರಂದು	[196, 493, 448, 512]
sidebar-column	[14, 63, 189, 801]
paper-logo	[14, 8, 150, 51]
lead-text1: ತಾಲೂಕಿನ ಗ್ರಾಮಗಳಲ್ಲಿ ಜನರ ಸಮಸ್ಯೆಗಳನ್ನು ಆಲಿಸಲು ಜನ ಸಂಪರ್ಕ ಸಭೆ ಏರ್ಪಡಿಸಲಾಗಿದ್ದು, ಸಚಿವ ಸಂತೋಷ ಲಾಡ್ ಅವರು ಸ್ಥಳಕ್ಕೆ ಭೇಟಿ ನೀಡಿ ಅಹವಾಲು ಸ್ವೀಕರಿಸಿದರು. ಸಾರ್ವಜನಿಕರಿಂದ ಬಂದ ಅರ್ಜಿಗಳನ್ನು ಪರಿಶೀಲಿಸಿ ತಕ್ಷಣ ಕ್ರಮ ಕೈಗೊಳ್ಳುವಂತೆ ಅಧಿಕಾರಿಗಳಿಗೆ ಸೂಚನೆ ನೀಡಿದರು.	[196, 313, 282, 390]
exam-headline: ಎಸ್‌ಎಸ್‌ಎಲ್‌ಸಿ ಫಲಿತಾಂಶ: ವಿದ್ಯಾರ್ಥಿಗಳ ಸಾಧನೆ	[437, 63, 679, 80]
health-dateline: ಕುಂದಗೋಳ:	[696, 282, 723, 290]
bottom-story-1-text: ಬಸವಾದಿ ಶರಣರ ಸಂದೇಶಗಳು ಇಂದಿಗೂ ಪ್ರಸ್ತುತವಾಗಿದ್ದು, ಎಲ್ಲರಿಗೂ ದಾರಿದೀಪವಾಗಬೇಕು ಎಂದು ಶ್ರೀಗಳು ನುಡಿದರು. ಸಮಾಜದಲ್ಲಿ ಸಮಾನತೆ, ಸಹೋದರತೆ ಮೂಡಿಸುವಲ್ಲಿ ಶರಣರ ವಚನಗಳು ಮಹತ್ವದ ಪಾತ್ರ ವಹಿಸಿವೆ ಎಂದರು. ಯುವಜನರು ವಚನ ಸಾಹಿತ್ಯವನ್ನು ಅಧ್ಯಯನ ಮಾಡಿ ಜೀವನದಲ್ಲಿ ಅಳವಡಿಸಿಕೊಳ್ಳಬೇಕು ಎಂದು ಕರೆ ನೀಡಿದರು. ಕಾರ್ಯಕ್ರಮದಲ್ಲಿ ಭಕ್ತರು ಹೆಚ್ಚಿನ ಸಂಖ್ಯೆಯಲ್ಲಿ ಭಾಗವಹಿಸಿದ್ದರು.	[14, 920, 238, 967]
grievance-count-box	[562, 309, 666, 465]
university-handover-photo	[685, 63, 931, 215]
paper-name: ಹೊಸ ದಿಗಂತ	[50, 6, 150, 32]
sidebar-story1-dateline: ಹುಬ್ಬಳ್ಳಿ:	[14, 140, 31, 148]
law-title: ಪ್ರತಿಯೊಬ್ಬರಿಗೂ ಕಾನೂನಿನ ಅರಿವು ಅಗತ್ಯ: ನ್ಯಾ.ನದಾಫ್	[462, 493, 683, 528]
politician-portrait-photo	[131, 133, 189, 197]
edition-title: ಹುಬ್ಬಳ್ಳಿ-ಧಾರವಾಡ	[304, 12, 478, 46]
bottom-story-4-title: ಗ್ರಾಮದೇವಿ ದರ್ಶನ ಪಡೆದ ಲಾಡ್	[715, 814, 931, 831]
lead-row	[196, 257, 931, 483]
bottom-story-3-title: ಗೋಮಾತೆ ರಕ್ಷಣೆಗೆ ಸರ್ಕಾರ ಮುಂದಾಗಲಿ	[483, 814, 701, 831]
min-temp	[699, 15, 720, 44]
lead-text4: ಸಭೆಯಲ್ಲಿ ಸ್ಥಳೀಯ ಶಾಸಕರು, ಜಿಲ್ಲಾ ಪಂಚಾಯಿತಿ ಸದಸ್ಯರು, ತಹಶೀಲ್ದಾರ್, ತಾಲೂಕು ಪಂಚಾಯಿತಿ ಕಾರ್ಯನಿರ್ವಹಣಾಧಿಕಾರಿ ಸೇರಿದಂತೆ ವಿವಿಧ ಇಲಾಖೆಗಳ ಅಧಿಕಾರಿಗಳು ಉಪಸ್ಥಿತರಿದ್ದರು. ಗ್ರಾಮಸ್ಥರು ಹೆಚ್ಚಿನ ಸಂಖ್ಯೆಯಲ್ಲಿ ಭಾಗವಹಿಸಿ ತಮ್ಮ ಅಹವಾಲುಗಳನ್ನು ಸಲ್ಲಿಸಿದರು.	[379, 431, 556, 481]
bottom-story-1-dateline: ಹುಬ್ಬಳ್ಳಿ:	[19, 923, 36, 931]
top-photo1-caption-lead: ಹುಬ್ಬಳ್ಳಿ:	[196, 219, 213, 225]
lead-text2: ಪ್ರಾಂತ ನ್ಯಾಯ ಗಂಡಸರ ಸಮಸ್ಯೆಗಳನ್ನು ಪರಿಹರಿಸಲು ಅಧಿಕಾರಿಗಳು ಗ್ರಾಮಗಳಿಗೆ ಭೇಟಿ ನೀಡಿ ಕೆಲಸ ಮಾಡಬೇಕು. ಜನರ ಸಮಸ್ಯೆಗೆ ಸ್ಪಂದಿಸದ ಅಧಿಕಾರಿಗಳ ವಿರುದ್ಧ ಶಿಸ್ತು ಕ್ರಮ ಕೈಗೊಳ್ಳಲಾಗುವುದು ಎಂದು ಎಚ್ಚರಿಕೆ ನೀಡಿದರು. ಕುಡಿಯುವ ನೀರು, ವಿದ್ಯುತ್, ರಸ್ತೆ, ಚರಂಡಿ ಸಮಸ್ಯೆಗಳನ್ನು ಆದ್ಯತೆ ಮೇರೆಗೆ ಬಗೆಹರಿಸಬೇಕು ಎಂದರು.	[196, 395, 282, 472]
exam-dateline: ಹುಬ್ಬಳ್ಳಿ:	[441, 83, 458, 91]
top-row	[196, 63, 931, 246]
festival-story: ಬಸವಣ್ಣನ ಜಾತ್ರಾ ಮಹೋತ್ಸವ ಮೇ 1ರಂದು ●ಉಪ್ಪಿನಬೆಟಗೇರಿ: ಗ್ರಾಮದ ಐತಿಹಾಸಿಕ ಬಸವಣ್ಣ ದೇವರ ಜಾತ್ರಾ ಮಹೋತ್ಸವ ಮೇ 1ರಂದು ಅದ್ಧೂರಿಯಾಗಿ ನಡೆಯಲಿದೆ. ಬೆಳಗ್ಗೆ 6 ಗಂಟೆಗೆ ಮಹಾಪೂಜೆ, ನಂತರ ರಥೋತ್ಸವ ನಡೆಯಲಿದೆ. ಸಾವಿರಾರು ಭಕ್ತರು ಪಾಲ್ಗೊಳ್ಳುವ ನಿರೀಕ್ಷೆ ಇದೆ. ಜಾತ್ರೆ ಅಂಗವಾಗಿ ವಿವಿಧ ಸಾಂಸ್ಕೃತಿಕ ಕಾರ್ಯಕ್ರಮಗಳನ್ನು ಆಯೋಜಿಸಲಾಗಿದೆ. ದೇವಸ್ಥಾನ ಸಮಿತಿ ಅಧ್ಯಕ್ಷರು ಮಾತನಾಡಿ, ಜಾತ್ರೆಗೆ ಆಗಮಿಸುವ ಭಕ್ತರಿಗೆ ಕುಡಿಯುವ ನೀರು, ಪ್ರಸಾದ ವ್ಯವಸ್ಥೆ ಕಲ್ಪಿಸಲಾಗಿದೆ. ಪೊಲೀಸ್ ಬಂದೋಬಸ್ತ್ ಹಾಗೂ ವಾಹನ ನಿಲುಗಡೆಗೆ ಪ್ರತ್ಯೇಕ ವ್ಯವಸ್ಥೆ ಮಾಡಲಾಗಿದೆ ಎಂದು ತಿಳಿಸಿದರು. ಗ್ರಾಮಸ್ಥರು ಸಹಕಾರ ನೀಡಬೇಕೆಂದು ಮನವಿ ಮಾಡಿದರು. ಸುಮಾರು 4.30ಕ್ಕೆ ದೇವರ ಪಲ್ಲಕ್ಕಿ ಉತ್ಸವ ಆರಂಭವಾಗಲಿದೆ. ಗ್ರಾಮದ ಪ್ರಮುಖ ಬೀದಿಗಳಲ್ಲಿ ಮೆರವಣಿಗೆ ಸಾಗಲಿದೆ. ಭಜನಾ ಮಂಡಳಿಗಳು, ಡೊಳ್ಳು ಕುಣಿತ, ವೀರಗಾಸೆ ಕಲಾ ತಂಡಗಳು ಮೆರವಣಿಗೆಯಲ್ಲಿ ಭಾಗವಹಿಸಲಿವೆ. ರಾತ್ರಿ ವಿಶೇಷ ಅಲಂಕಾರ ಹಾಗೂ ದೀಪೋತ್ಸವ ಜರುಗಲಿದೆ ಎಂದು ಸಮಿತಿ ಪದಾಧಿಕಾರಿಗಳು ಮಾಹಿತಿ ನೀಡಿದ್ದಾರೆ. ಜಾತ್ರೆಯ ಸಿದ್ಧತೆಗಳು ಭರದಿಂದ ಸಾಗಿವೆ.	[196, 493, 448, 673]
public-grievance-photo	[288, 309, 556, 427]
cmyk-dots-left	[44, 987, 89, 996]
sidebar-story4-headline: ಪೋಕ್ಸೋ ಕಾನೂನು ಉಪನ್ಯಾಸ ಇಂದು	[27, 502, 176, 517]
jain-event-photo	[196, 63, 423, 215]
festival-text2: ದೇವಸ್ಥಾನ ಸಮಿತಿ ಅಧ್ಯಕ್ಷರು ಮಾತನಾಡಿ, ಜಾತ್ರೆಗೆ ಆಗಮಿಸುವ ಭಕ್ತರಿಗೆ ಕುಡಿಯುವ ನೀರು, ಪ್ರಸಾದ ವ್ಯವಸ್ಥೆ ಕಲ್ಪಿಸಲಾಗಿದೆ. ಪೊಲೀಸ್ ಬಂದೋಬಸ್ತ್ ಹಾಗೂ ವಾಹನ ನಿಲುಗಡೆಗೆ ಪ್ರತ್ಯೇಕ ವ್ಯವಸ್ಥೆ ಮಾಡಲಾಗಿದೆ ಎಂದು ತಿಳಿಸಿದರು. ಗ್ರಾಮಸ್ಥರು ಸಹಕಾರ ನೀಡಬೇಕೆಂದು ಮನವಿ ಮಾಡಿದರು.	[281, 605, 359, 672]
megaphone-icon	[14, 63, 34, 85]
top-photo1-caption: ಅಂತರಾಷ್ಟ್ರೀಯ ಹುಬ್ಬಳ್ಳಿ-ಧಾರವಾಡ ಜಿಲ್ಲಾ ಅಧ್ಯಕ್ಷರ ಮಹಾಮಂಡಳ ಆಯೋಜಿಸಿದ್ದ ಮಹಾವೀರ ಜಯಂತಿ ಕಾರ್ಯಕ್ರಮದಲ್ಲಿ ಗಣ್ಯರು ಪಾಲ್ಗೊಂಡು ದೀಪ ಬೆಳಗಿಸಿ ಕಾರ್ಯಕ್ರಮಕ್ಕೆ ಚಾಲನೆ ನೀಡಿದರು.	[196, 219, 423, 235]
grievance-count-text: ಜನ ಸಂಪರ್ಕ ಸಭೆಯಲ್ಲಿ ಒಟ್ಟು 151 ಅಹವಾಲುಗಳು ಸಲ್ಲಿಕೆಯಾಗಿವೆ. ಇದರಲ್ಲಿ ಕಂದಾಯ ಇಲಾಖೆಗೆ ಸಂಬಂಧಿಸಿದಂತೆ 48 ಅರ್ಜಿ, ಗ್ರಾಮೀಣಾಭಿವೃದ್ಧಿ ಇಲಾಖೆಗೆ 33 ಅರ್ಜಿ, ನಗರ ಸಾರಿಗೆ ಇಲಾಖೆಗೆ 12 ಅರ್ಜಿ, ಶಿಕ್ಷಣ ಇಲಾಖೆಗೆ 9 ಅರ್ಜಿ, ಆರೋಗ್ಯ ಇಲಾಖೆಗೆ 6 ಅರ್ಜಿ ಸಲ್ಲಿಕೆಯಾಗಿವೆ. ಉಳಿದಂತೆ ಪಿಂಚಣಿ, ವಸತಿ ಯೋಜನೆ, ಪಡಿತರ ಚೀಟಿ ಸೇರಿದಂತೆ ಇತರೆ ಇಲಾಖೆಗಳಿಗೆ ಅರ್ಜಿ ಸಲ್ಲಿಕೆಯಾಗಿವೆ. ಸ್ವೀಕೃತವಾದ ಅರ್ಜಿಗಳನ್ನು ಒಂದು ತಿಂಗಳೊಳಗೆ ವಿಲೇವಾರಿ ಮಾಡುವಂತೆ ಸಚಿವರು ಸೂಚಿಸಿದ್ದಾರೆ.	[567, 352, 661, 459]
festival-text: ಗ್ರಾಮದ ಐತಿಹಾಸಿಕ ಬಸವಣ್ಣ ದೇವರ ಜಾತ್ರಾ ಮಹೋತ್ಸವ ಮೇ 1ರಂದು ಅದ್ಧೂರಿಯಾಗಿ ನಡೆಯಲಿದೆ. ಬೆಳಗ್ಗೆ 6 ಗಂಟೆಗೆ ಮಹಾಪೂಜೆ, ನಂತರ ರಥೋತ್ಸವ ನಡೆಯಲಿದೆ. ಸಾವಿರಾರು ಭಕ್ತರು ಪಾಲ್ಗೊಳ್ಳುವ ನಿರೀಕ್ಷೆ ಇದೆ. ಜಾತ್ರೆ ಅಂಗವಾಗಿ ವಿವಿಧ ಸಾಂಸ್ಕೃತಿಕ ಕಾರ್ಯಕ್ರಮಗಳನ್ನು ಆಯೋಜಿಸಲಾಗಿದೆ.	[196, 519, 276, 596]
